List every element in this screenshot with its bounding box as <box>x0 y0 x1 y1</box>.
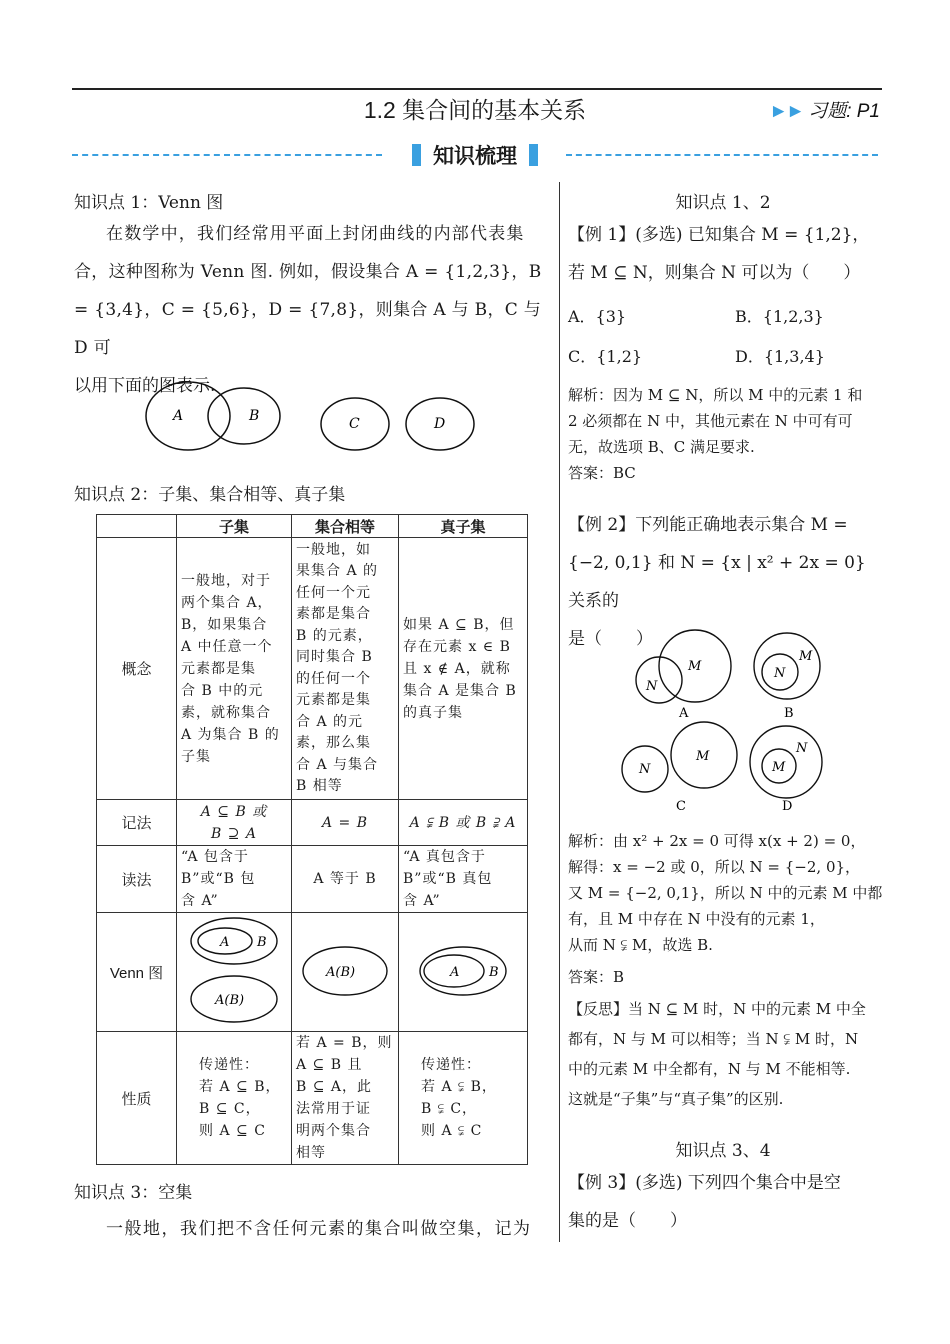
cell-line: 法常用于证 <box>296 1101 371 1117</box>
cell-line: 若 A ⫋ B， <box>421 1079 497 1095</box>
table-cell: A = B <box>292 800 399 846</box>
row-label: 性质 <box>97 1032 177 1165</box>
cell-line: 合 A 的元 <box>296 713 364 730</box>
table-cell <box>399 846 528 913</box>
example-1 <box>568 216 883 292</box>
svg-text:M: M <box>799 649 813 664</box>
svg-text:M: M <box>696 749 710 764</box>
svg-text:N: N <box>646 679 658 694</box>
table-row <box>97 800 528 846</box>
table-cell <box>292 538 399 800</box>
page-title: 1.2 集合间的基本关系 <box>363 97 587 123</box>
kp3-paragraph: 一般地，我们把不含任何元素的集合叫做空集，记为 <box>106 1219 532 1239</box>
bar-right-icon <box>529 144 538 166</box>
cell-line: A ⊆ B 且 <box>296 1057 363 1073</box>
cell-line: B ⊆ C， <box>199 1101 261 1117</box>
table-row <box>97 538 528 800</box>
ex1-option: B．{1,2,3} <box>735 307 824 326</box>
table-cell <box>177 1032 292 1165</box>
venn-label: A(B) <box>326 965 356 980</box>
kp1-line: 合，这种图称为 Venn 图. 例如，假设集合 A = {1,2,3}，B <box>74 262 542 282</box>
cell-line: “A 包含于 <box>181 849 249 865</box>
table-cell: A 等于 B <box>292 846 399 913</box>
kp1-line: 在数学中，我们经常用平面上封闭曲线的内部代表集 <box>106 224 525 244</box>
table-cell <box>292 1032 399 1165</box>
table-cell <box>292 913 399 1032</box>
cell-line: 含 A” <box>403 893 441 909</box>
ex1-option: A．{3} <box>568 307 627 326</box>
cell-line: A ⊆ B 或 <box>200 803 268 820</box>
venn-equal-figure <box>292 913 398 1027</box>
reflection <box>568 994 883 1114</box>
reflect-line: 中的元素 M 中全都有，N 与 M 不能相等. <box>568 1060 851 1078</box>
row-label: 记法 <box>97 800 177 846</box>
cell-line: 素都是集合 <box>296 606 371 622</box>
svg-text:N: N <box>639 762 651 777</box>
ex1-line: 【例 1】(多选) 已知集合 M = {1,2}， <box>568 225 870 245</box>
svg-text:B: B <box>784 706 794 721</box>
cell-line: 若 A ⊆ B， <box>199 1079 281 1095</box>
cell-line: B ⊇ A <box>210 825 258 842</box>
kp2-title: 知识点 2：子集、集合相等、真子集 <box>74 485 346 505</box>
cell-line: B ⊆ A，此 <box>296 1079 373 1095</box>
row-label: 概念 <box>97 538 177 800</box>
cell-line: 合 A 与集合 <box>296 756 379 773</box>
table-cell <box>177 538 292 800</box>
table-cell <box>177 913 292 1032</box>
cell-line: B ⫋ C， <box>421 1101 478 1117</box>
table-cell <box>399 913 528 1032</box>
cell-line: 一般地，如 <box>296 541 371 558</box>
venn-label: C <box>349 416 360 432</box>
cell-line: 含 A” <box>181 893 219 909</box>
ex2-line: {−2, 0,1} 和 N = {x | x² + 2x = 0} 关系的 <box>568 553 866 611</box>
cell-line: 且 x ∉ A，就称 <box>403 660 511 677</box>
sol-line: 解析：因为 M ⊆ N，所以 M 中的元素 1 和 <box>568 386 863 404</box>
example-3 <box>568 1164 883 1240</box>
venn-label: A <box>220 935 230 950</box>
venn-proper-subset-figure <box>399 913 527 1027</box>
cell-line: 元素都是集 <box>181 660 256 677</box>
cell-line: 同时集合 B <box>296 649 373 665</box>
table-cell <box>399 538 528 800</box>
kp3-title: 知识点 3：空集 <box>74 1183 193 1203</box>
cell-line: B，如果集合 <box>181 616 268 633</box>
column-divider <box>559 182 560 1242</box>
svg-text:A: A <box>679 706 689 721</box>
cell-line: 的任何一个 <box>296 670 371 687</box>
kp1-line: 以用下面的图表示. <box>74 376 216 396</box>
double-arrow-icon: ►► <box>769 101 803 122</box>
practice-link[interactable] <box>769 96 880 123</box>
cell-line: 子集 <box>181 748 211 765</box>
sol-line: 解得：x = −2 或 0，所以 N = {−2, 0}， <box>568 858 861 876</box>
kp12-heading: 知识点 1、2 <box>675 193 771 213</box>
cell-line: 存在元素 x ∈ B <box>403 638 511 655</box>
cell-line: 明两个集合 <box>296 1123 371 1139</box>
table-cell <box>177 846 292 913</box>
venn-circle-b <box>208 388 280 444</box>
table-cell <box>177 800 292 846</box>
sol-line: 从而 N ⫋ M，故选 B. <box>568 936 713 954</box>
cell-line: B 的元素， <box>296 627 373 644</box>
venn-label: B <box>249 408 260 424</box>
reflect-line: 【反思】当 N ⊆ M 时，N 中的元素 M 中全 <box>568 1000 866 1018</box>
cell-line: 素，那么集 <box>296 735 371 751</box>
cell-line: 元素都是集 <box>296 692 371 708</box>
reflect-line: 都有，N 与 M 可以相等；当 N ⫋ M 时，N <box>568 1030 859 1048</box>
ex2-line: 【例 2】下列能正确地表示集合 M = <box>568 515 848 535</box>
ex1-option: C．{1,2} <box>568 347 643 366</box>
svg-text:N: N <box>774 666 786 681</box>
comparison-table <box>96 514 528 1165</box>
venn-label: A <box>173 408 184 424</box>
svg-text:M: M <box>688 659 702 674</box>
cell-line: 集合 A 是集合 B <box>403 682 517 699</box>
cell-line: A 中任意一个 <box>181 638 273 655</box>
cell-line: B”或“B 真包 <box>403 871 493 887</box>
svg-text:M: M <box>772 760 786 775</box>
venn-label: A(B) <box>215 993 245 1008</box>
sol-line: 2 必须都在 N 中，其他元素在 N 中可有可 <box>568 412 853 430</box>
ex2-venn-options-figure <box>612 622 842 818</box>
top-rule <box>72 88 882 90</box>
ex2-solution <box>568 828 883 958</box>
table-header-row <box>97 515 528 538</box>
cell-line: 合 B 中的元 <box>181 682 264 699</box>
kp1-line: = {3,4}，C = {5,6}，D = {7,8}，则集合 A 与 B，C 与 D 可 <box>74 300 542 358</box>
cell-line: 的真子集 <box>403 704 463 721</box>
cell-line: 任何一个元 <box>296 584 371 601</box>
venn-label: B <box>489 965 499 980</box>
row-label: Venn 图 <box>97 913 177 1032</box>
bar-left-icon <box>412 144 421 166</box>
svg-text:C: C <box>676 799 686 814</box>
sol-line: 有，且 M 中存在 N 中没有的元素 1， <box>568 910 825 928</box>
venn-circle-a <box>146 382 230 450</box>
cell-line: 传递性： <box>199 1057 259 1073</box>
table-header: 集合相等 <box>292 515 399 538</box>
cell-line: B 相等 <box>296 778 343 794</box>
svg-text:N: N <box>796 741 808 756</box>
table-row <box>97 846 528 913</box>
table-header <box>97 515 177 538</box>
venn-label: B <box>257 935 267 950</box>
ex2-line: 是（ ） <box>568 629 653 649</box>
cell-line: 则 A ⫋ C <box>421 1123 483 1139</box>
venn-subset-figure <box>177 913 291 1027</box>
venn-label: D <box>434 416 446 432</box>
ex1-option: D．{1,3,4} <box>735 347 825 366</box>
section-heading <box>0 140 950 170</box>
ex3-line: 【例 3】(多选) 下列四个集合中是空 <box>568 1173 841 1193</box>
reflect-line: 这就是“子集”与“真子集”的区别. <box>568 1090 784 1108</box>
venn-example-figure <box>140 374 480 454</box>
kp34-heading: 知识点 3、4 <box>675 1141 771 1161</box>
row-label: 读法 <box>97 846 177 913</box>
kp1-title: 知识点 1：Venn 图 <box>74 193 224 213</box>
cell-line: 如果 A ⊆ B，但 <box>403 616 515 633</box>
table-cell <box>399 1032 528 1165</box>
svg-text:D: D <box>782 799 793 814</box>
cell-line: 素，就称集合 <box>181 704 271 721</box>
sol-line: 解析：由 x² + 2x = 0 可得 x(x + 2) = 0， <box>568 832 866 850</box>
cell-line: B”或“B 包 <box>181 871 256 887</box>
venn-label: A <box>450 965 460 980</box>
table-header: 子集 <box>177 515 292 538</box>
table-row <box>97 913 528 1032</box>
cell-line: 若 A = B，则 <box>296 1035 393 1051</box>
cell-line: 传递性： <box>421 1057 481 1073</box>
ex3-line: 集的是（ ） <box>568 1211 687 1231</box>
ex1-line: 若 M ⊆ N，则集合 N 可以为（ ） <box>568 263 861 283</box>
cell-line: 则 A ⊆ C <box>199 1123 266 1139</box>
table-cell: A ⫋ B 或 B ⫌ A <box>399 800 528 846</box>
table-row <box>97 1032 528 1165</box>
table-header: 真子集 <box>399 515 528 538</box>
answer: 答案：B <box>568 968 625 986</box>
section-label: 知识梳理 <box>433 145 517 168</box>
cell-line: 一般地，对于 <box>181 572 271 589</box>
sol-line: 又 M = {−2, 0,1}，所以 N 中的元素 M 中都 <box>568 884 883 902</box>
cell-line: “A 真包含于 <box>403 849 486 865</box>
cell-line: 果集合 A 的 <box>296 563 379 579</box>
answer: 答案：BC <box>568 464 636 482</box>
cell-line: A 为集合 B 的 <box>181 726 280 743</box>
sol-line: 无，故选项 B、C 满足要求. <box>568 438 755 456</box>
cell-line: 相等 <box>296 1145 326 1161</box>
cell-line: 两个集合 A， <box>181 594 273 611</box>
ex1-solution <box>568 382 883 486</box>
practice-label: 习题: P1 <box>808 101 880 122</box>
